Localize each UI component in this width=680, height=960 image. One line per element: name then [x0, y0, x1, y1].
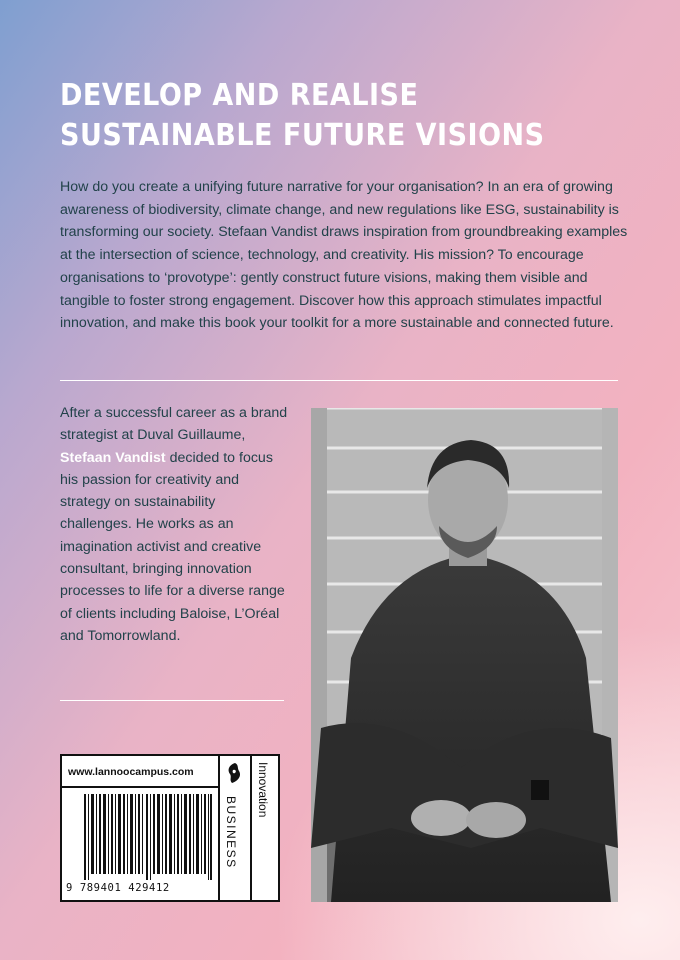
bio-text-end: decided to focus his passion for creativity and strategy on sustainability challenges. He works as an imagination activist and creative consultant, bringing innovation processes to life for a diverse range of clients including Baloise, L’Oréal and Tomorrowland.: [60, 449, 285, 644]
publisher-logo-icon: [224, 762, 246, 784]
title-line-2: SUSTAINABLE FUTURE VISIONS: [60, 118, 545, 153]
title-line-1: DEVELOP AND REALISE: [60, 78, 419, 113]
book-title: [60, 76, 620, 156]
barcode-icon: [84, 794, 212, 880]
category-innovation: Innovation: [256, 762, 270, 818]
author-photo: [311, 408, 618, 902]
divider-bottom: [60, 700, 284, 701]
divider-top: [60, 380, 618, 381]
isbn-block: [60, 754, 280, 902]
intro-paragraph: How do you create a unifying future narrative for your organisation? In an era of growing awareness of biodiversity, climate change, and new regulations like ESG, sustainability is transforming our society. Stefaan Vandist draws inspiration from groundbreaking examples at the intersection of science, technology, and creativity. His mission? To encourage organisations to ‘provotype’: gently construct future visions, making them visible and tangible to foster strong engagement. Discover how this approach stimulates impactful innovation, and make this book your toolkit for a more sustainable and connected future.: [60, 179, 628, 332]
bio-text-start: After a successful career as a brand strategist at Duval Guillaume,: [60, 405, 288, 444]
category-business: BUSINESS: [224, 796, 238, 869]
column-divider-2: [250, 756, 252, 900]
isbn-divider: [62, 786, 218, 788]
author-name: Stefaan Vandist: [60, 449, 166, 466]
publisher-website[interactable]: www.lannoocampus.com: [68, 766, 194, 778]
author-bio: [60, 402, 290, 647]
isbn-number: 9 789401 429412: [66, 882, 170, 894]
column-divider-1: [218, 756, 220, 900]
